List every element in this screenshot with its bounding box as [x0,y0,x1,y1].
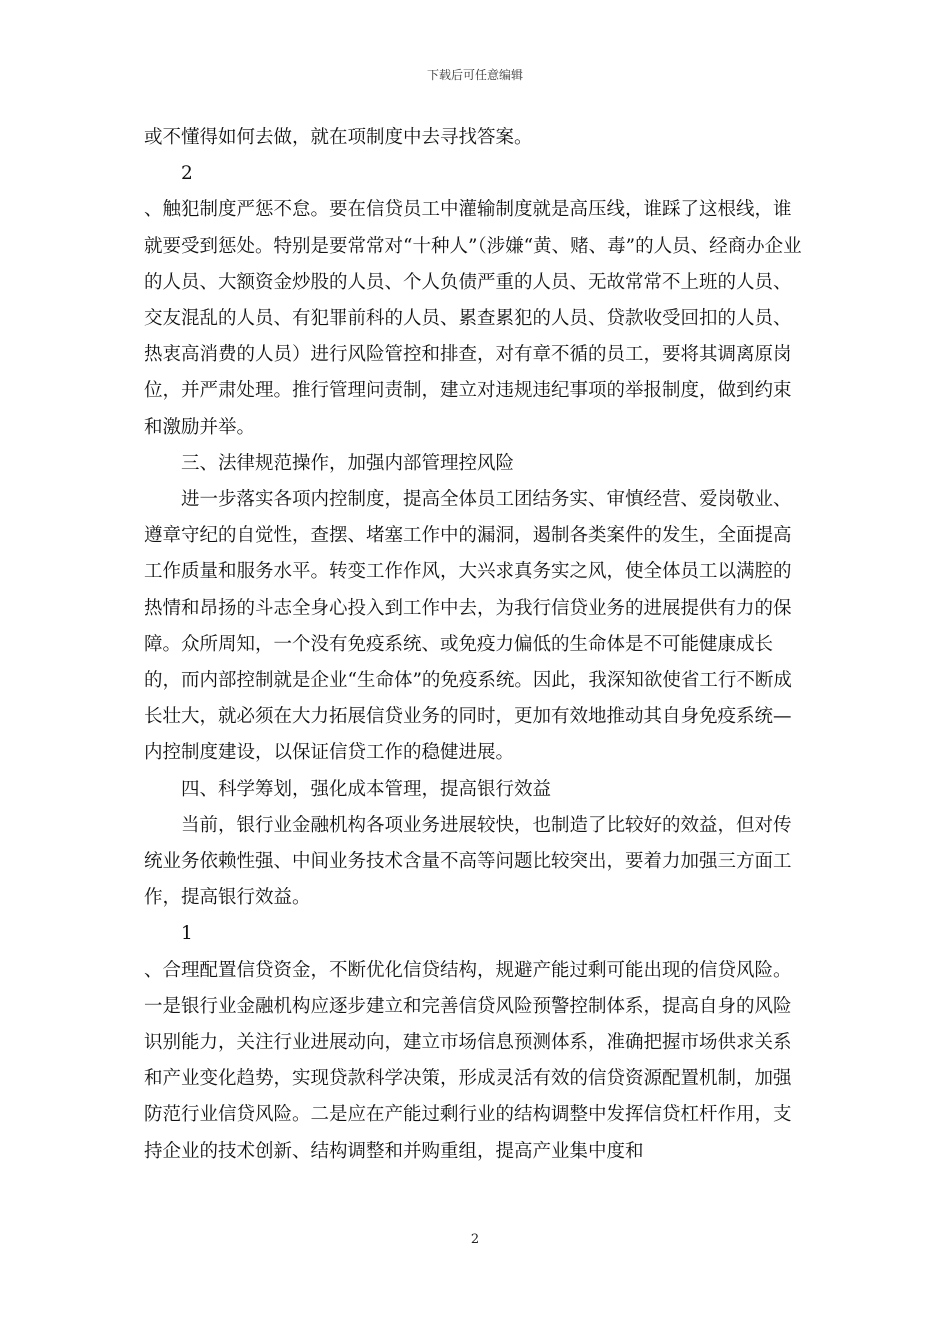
paragraph-punishment: 、触犯制度严惩不怠。要在信贷员工中灌输制度就是高压线，谁踩了这根线，谁就要受到惩处。特别是要常常对“十种人”（涉嫌“黄、赌、毒”的人员、经商办企业的人员、大额资金炒股的人员、个人负债严重的人员、无故常常不上班的人员、交友混乱的人员、有犯罪前科的人员、累查累犯的人员、贷款收受回扣的人员、热衷高消费的人员）进行风险管控和排查，对有章不循的员工，要将其调离原岗位，并严肃处理。推行管理问责制，建立对违规违纪事项的举报制度，做到约束和激励并举。 [144,199,802,438]
section-heading-4: 四、科学筹划，强化成本管理，提高银行效益 [181,778,552,800]
page-header: 下载后可任意编辑 [426,68,523,82]
page-number: 2 [470,1232,480,1247]
paragraph-continuation: 或不懂得如何去做，就在项制度中去寻找答案。 [144,127,533,148]
list-number-2: 2 [181,163,193,185]
section-heading-3: 三、法律规范操作，加强内部管理控风险 [181,452,515,474]
document-body [144,120,808,1170]
list-number-1: 1 [181,923,193,945]
paragraph-internal-control: 进一步落实各项内控制度，提高全体员工团结务实、审慎经营、爱岗敬业、遵章守纪的自觉性，查摆、堵塞工作中的漏洞，遏制各类案件的发生，全面提高工作质量和服务水平。转变工作作风，大兴求真务实之风，使全体员工以满腔的热情和昂扬的斗志全身心投入到工作中去，为我行信贷业务的进展提供有力的保障。众所周知，一个没有免疫系统、或免疫力偏低的生命体是不可能健康成长的，而内部控制就是企业“生命体”的免疫系统。因此，我深知欲使省工行不断成长壮大，就必须在大力拓展信贷业务的同时，更加有效地推动其自身免疫系统—内控制度建设，以保证信贷工作的稳健进展。 [144,489,792,764]
paragraph-current-situation: 当前，银行业金融机构各项业务进展较快，也制造了比较好的效益，但对传统业务依赖性强、中间业务技术含量不高等问题比较突出，要着力加强三方面工作，提高银行效益。 [144,814,792,909]
paragraph-credit-allocation: 、合理配置信贷资金，不断优化信贷结构，规避产能过剩可能出现的信贷风险。一是银行业金融机构应逐步建立和完善信贷风险预警控制体系，提高自身的风险识别能力，关注行业进展动向，建立市场信息预测体系，准确把握市场供求关系和产业变化趋势，实现贷款科学决策，形成灵活有效的信贷资源配置机制，加强防范行业信贷风险。二是应在产能过剩行业的结构调整中发挥信贷杠杆作用，支持企业的技术创新、结构调整和并购重组，提高产业集中度和 [144,959,792,1162]
